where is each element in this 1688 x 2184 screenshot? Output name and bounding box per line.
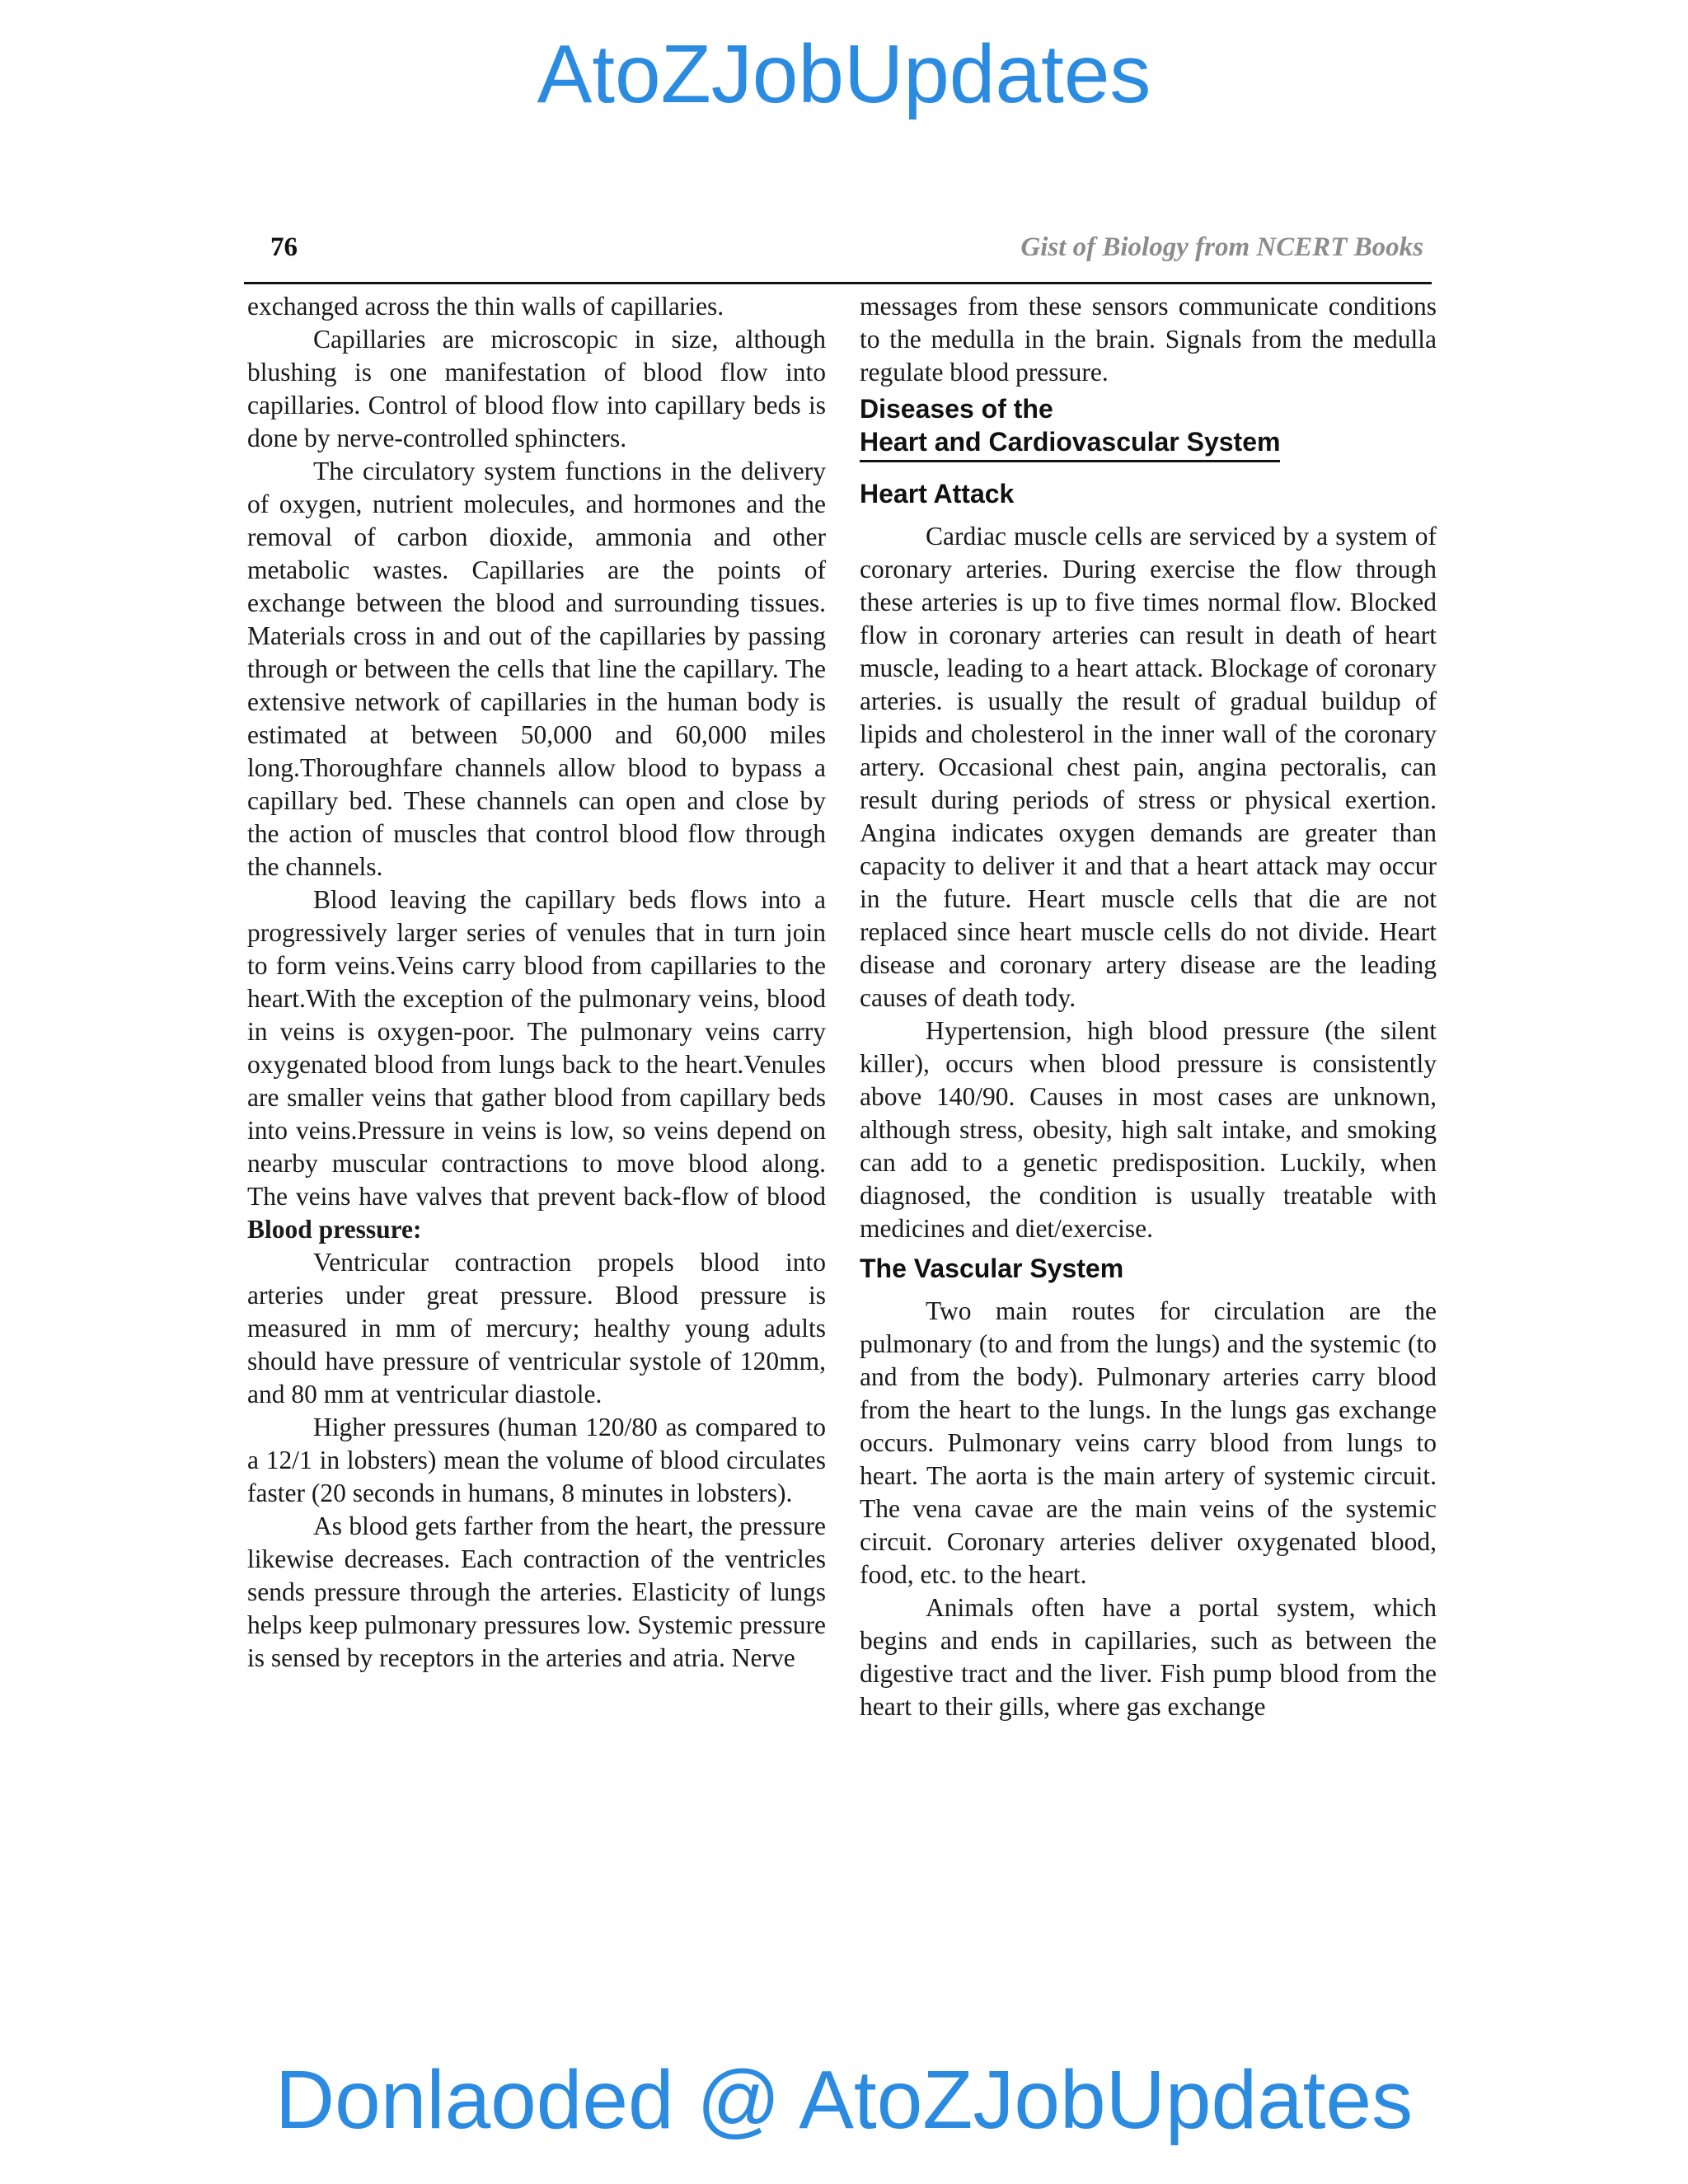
right-column [860, 290, 1437, 1723]
paragraph-text: Blood leaving the capillary beds flows into a progressively larger series of venules that in turn join to form veins.Veins carry blood from capillaries to the heart.With the exception of the pulmonary veins, blood in veins is oxygen-poor. The pulmonary veins carry oxygenated blood from lungs back to the heart.Venules are smaller veins that gather blood from capillary beds into veins.Pressure in veins is low, so veins depend on nearby muscular contractions to move blood along. The veins have valves that prevent back-flow of blood [247, 885, 826, 1211]
paragraph: Two main routes for circulation are the pulmonary (to and from the lungs) and the systemic (to and from the body). Pulmonary arteries carry blood from the heart to the lungs. In the lungs gas exchange occurs. Pulmonary veins carry blood from lungs to heart. The aorta is the main artery of systemic circuit. The vena cavae are the main veins of the systemic circuit. Coronary arteries deliver oxygenated blood, food, etc. to the heart. [860, 1296, 1437, 1589]
paragraph: messages from these sensors communicate conditions to the medulla in the brain. Signals from the medulla regulate blood pressure. [860, 292, 1437, 387]
running-head: Gist of Biology from NCERT Books [1020, 232, 1423, 262]
subheading-heart-attack: Heart Attack [860, 479, 1015, 509]
left-column [247, 290, 826, 1675]
paragraph: Ventricular contraction propels blood into arteries under great pressure. Blood pressure is measured in mm of mercury; healthy young adults should have pressure of ventricular systole of 120mm, and 80 mm at ventricular diastole. [247, 1248, 826, 1408]
paragraph: Animals often have a portal system, which begins and ends in capillaries, such as between the digestive tract and the liver. Fish pump blood from the heart to their gills, where gas exchange [860, 1593, 1437, 1721]
heading-line: Diseases of the [860, 394, 1053, 424]
paragraph: Hypertension, high blood pressure (the silent killer), occurs when blood pressure is consistently above 140/90. Causes in most cases are unknown, although stress, obesity, high salt intake, and smoking can add to a genetic predisposition. Luckily, when diagnosed, the condition is usually treatable with medicines and diet/exercise. [860, 1016, 1437, 1243]
page-number: 76 [270, 232, 298, 262]
heading-line: Heart and Cardiovascular System [860, 427, 1281, 457]
paragraph: Higher pressures (human 120/80 as compared to a 12/1 in lobsters) mean the volume of blood circulates faster (20 seconds in humans, 8 minutes in lobsters). [247, 1413, 826, 1507]
paragraph: The circulatory system functions in the delivery of oxygen, nutrient molecules, and hormones and the removal of carbon dioxide, ammonia and other metabolic wastes. Capillaries are the points of exchange between the blood and surrounding tissues. Materials cross in and out of the capillaries by passing through or between the cells that line the capillary. The extensive network of capillaries in the human body is estimated at between 50,000 and 60,000 miles long.Thoroughfare channels allow blood to bypass a capillary bed. These channels can open and close by the action of muscles that control blood flow through the channels. [247, 457, 826, 881]
watermark-bottom: Donlaoded @ AtoZJobUpdates [274, 2054, 1414, 2146]
section-heading-diseases [860, 392, 1280, 462]
paragraph: Capillaries are microscopic in size, although blushing is one manifestation of blood flow into capillaries. Control of blood flow into capillary beds is done by nerve-controlled sphincters. [247, 325, 826, 452]
paragraph: Cardiac muscle cells are serviced by a system of coronary arteries. During exercise the flow through these arteries is up to five times normal flow. Blocked flow in coronary arteries can result in death of heart muscle, leading to a heart attack. Blockage of coronary arteries. is usually the result of gradual buildup of lipids and cholesterol in the inner wall of the coronary artery. Occasional chest pain, angina pectoralis, can result during periods of stress or physical exertion. Angina indicates oxygen demands are greater than capacity to deliver it and that a heart attack may occur in the future. Heart muscle cells that die are not replaced since heart muscle cells do not divide. Heart disease and coronary artery disease are the leading causes of death tody. [860, 522, 1437, 1012]
paragraph: exchanged across the thin walls of capillaries. [247, 292, 724, 321]
subheading-vascular-system: The Vascular System [860, 1254, 1124, 1283]
watermark-top: AtoZJobUpdates [537, 28, 1151, 120]
inline-heading-blood-pressure: Blood pressure: [247, 1215, 422, 1244]
paragraph: As blood gets farther from the heart, the pressure likewise decreases. Each contraction of the ventricles sends pressure through the arteries. Elasticity of lungs helps keep pulmonary pressures low. Systemic pressure is sensed by receptors in the arteries and atria. Nerve [247, 1511, 826, 1672]
paragraph [247, 883, 826, 1246]
page-header [244, 231, 1432, 284]
